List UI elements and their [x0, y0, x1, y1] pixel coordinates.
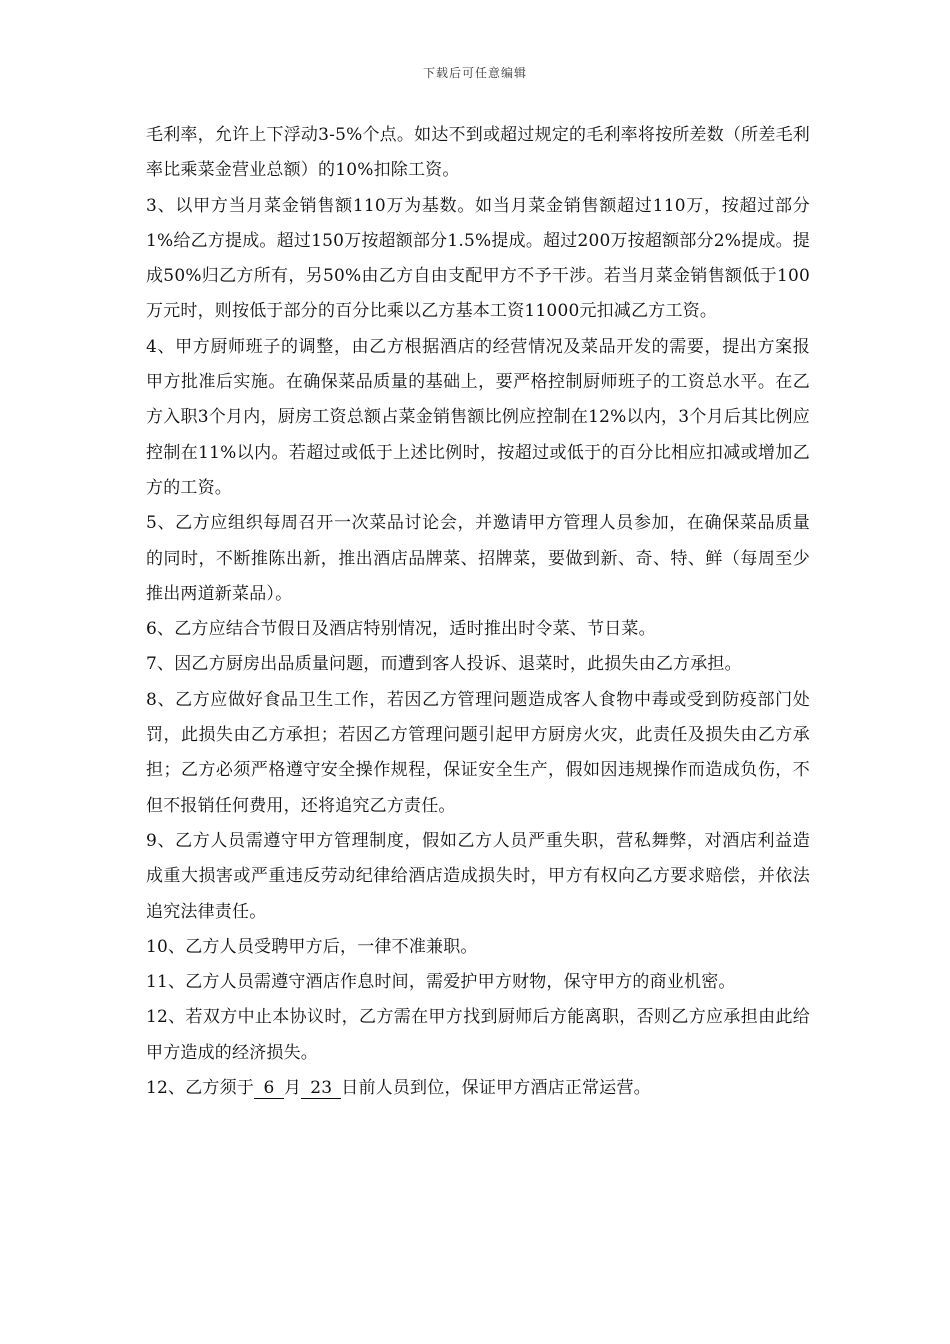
paragraph-gross-margin: 毛利率，允许上下浮动3-5%个点。如达不到或超过规定的毛利率将按所差数（所差毛利率比乘菜金营业总额）的10%扣除工资。 — [146, 125, 810, 181]
start-month-value: 6 — [254, 1078, 284, 1099]
paragraph-clause-11-work-hours: 11、乙方人员需遵守酒店作息时间，需爱护甲方财物，保守甲方的商业机密。 — [146, 972, 736, 993]
paragraph-clause-8-food-safety: 8、乙方应做好食品卫生工作，若因乙方管理问题造成客人食物中毒或受到防疫部门处罚，此损失由乙方承担；若因乙方管理问题引起甲方厨房火灾，此责任及损失由乙方承担；乙方必须严格遵守安全操作规程，保证安全生产，假如因违规操作而造成负伤，不但不报销任何费用，还将追究乙方责任。 — [146, 689, 810, 816]
start-date-prefix: 12、乙方须于 — [146, 1078, 255, 1099]
contract-body — [146, 118, 810, 1106]
page-header-note: 下载后可任意编辑 — [422, 66, 527, 80]
paragraph-clause-10-no-side-jobs: 10、乙方人员受聘甲方后，一律不准兼职。 — [146, 936, 478, 957]
paragraph-clause-5-menu-meeting: 5、乙方应组织每周召开一次菜品讨论会，并邀请甲方管理人员参加，在确保菜品质量的同时，不断推陈出新，推出酒店品牌菜、招牌菜，要做到新、奇、特、鲜（每周至少推出两道新菜品）。 — [146, 513, 810, 604]
start-date-suffix: 日前人员到位，保证甲方酒店正常运营。 — [341, 1078, 651, 1099]
paragraph-clause-9-management-rules: 9、乙方人员需遵守甲方管理制度，假如乙方人员严重失职，营私舞弊，对酒店利益造成重大损害或严重违反劳动纪律给酒店造成损失时，甲方有权向乙方要求赔偿，并依法追究法律责任。 — [146, 830, 810, 922]
start-day-value: 23 — [301, 1078, 341, 1099]
paragraph-clause-6-seasonal-dishes: 6、乙方应结合节假日及酒店特别情况，适时推出时令菜、节日菜。 — [146, 619, 656, 640]
paragraph-clause-4-staff-adjustment: 4、甲方厨师班子的调整，由乙方根据酒店的经营情况及菜品开发的需要，提出方案报甲方批准后实施。在确保菜品质量的基础上，要严格控制厨师班子的工资总水平。在乙方入职3个月内，厨房工资总额占菜金销售额比例应控制在12%以内，3个月后其比例应控制在11%以内。若超过或低于上述比例时，按超过或低于的百分比相应扣减或增加乙方的工资。 — [146, 336, 810, 498]
paragraph-clause-3-commission: 3、以甲方当月菜金销售额110万为基数。如当月菜金销售额超过110万，按超过部分1%给乙方提成。超过150万按超额部分1.5%提成。超过200万按超额部分2%提成。提成50%归乙方所有，另50%由乙方自由支配甲方不予干涉。若当月菜金销售额低于100万元时，则按低于部分的百分比乘以乙方基本工资11000元扣减乙方工资。 — [146, 195, 810, 322]
paragraph-clause-7-quality-complaints: 7、因乙方厨房出品质量问题，而遭到客人投诉、退菜时，此损失由乙方承担。 — [146, 654, 742, 675]
paragraph-clause-12-start-date — [146, 1071, 810, 1106]
paragraph-clause-12-termination: 12、若双方中止本协议时，乙方需在甲方找到厨师后方能离职，否则乙方应承担由此给甲方造成的经济损失。 — [146, 1007, 810, 1063]
start-month-unit: 月 — [284, 1078, 302, 1099]
